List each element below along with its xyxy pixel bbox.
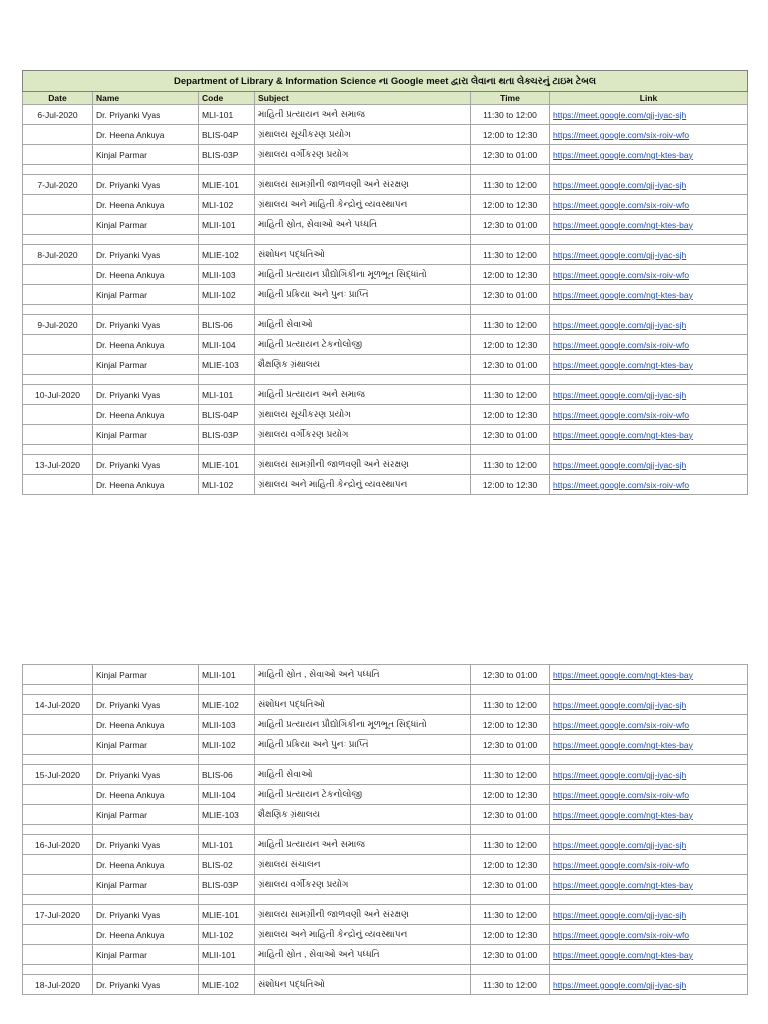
name-cell: Kinjal Parmar — [93, 945, 199, 965]
meet-link[interactable]: https://meet.google.com/ngt-ktes-bay — [550, 145, 748, 165]
table-row — [23, 475, 748, 495]
empty-cell — [471, 305, 550, 315]
table-row — [23, 925, 748, 945]
meet-link[interactable]: https://meet.google.com/qjj-iyac-sjh — [550, 695, 748, 715]
subject-cell: માહિતી પ્રક્રિયા અને પુનઃ પ્રાપ્તિ — [255, 285, 471, 305]
table-row — [23, 175, 748, 195]
meet-link[interactable]: https://meet.google.com/qjj-iyac-sjh — [550, 905, 748, 925]
empty-cell — [23, 375, 93, 385]
name-cell: Dr. Heena Ankuya — [93, 785, 199, 805]
date-cell — [23, 285, 93, 305]
meet-link[interactable]: https://meet.google.com/six-roiv-wfo — [550, 195, 748, 215]
time-cell: 12:30 to 01:00 — [471, 665, 550, 685]
name-cell: Dr. Heena Ankuya — [93, 335, 199, 355]
empty-cell — [23, 825, 93, 835]
subject-cell: ગ્રંથાલય સામગ્રીની જાળવણી અને સંરક્ષણ — [255, 455, 471, 475]
date-cell — [23, 875, 93, 895]
subject-cell: ગ્રંથાલય સૂચીકરણ પ્રયોગ — [255, 405, 471, 425]
empty-cell — [255, 305, 471, 315]
subject-cell: માહિતી પ્રત્યાયન ટેકનોલોજી — [255, 785, 471, 805]
empty-cell — [255, 825, 471, 835]
empty-cell — [255, 165, 471, 175]
empty-cell — [255, 755, 471, 765]
code-cell: MLII-101 — [199, 945, 255, 965]
empty-cell — [93, 895, 199, 905]
subject-cell: માહિતી સેવાઓ — [255, 765, 471, 785]
header-row — [23, 92, 748, 105]
meet-link[interactable]: https://meet.google.com/ngt-ktes-bay — [550, 285, 748, 305]
code-cell: MLI-101 — [199, 835, 255, 855]
code-cell: MLII-104 — [199, 785, 255, 805]
time-cell: 11:30 to 12:00 — [471, 695, 550, 715]
date-cell — [23, 925, 93, 945]
date-cell — [23, 945, 93, 965]
table-row — [23, 715, 748, 735]
empty-cell — [93, 305, 199, 315]
date-cell — [23, 405, 93, 425]
meet-link[interactable]: https://meet.google.com/ngt-ktes-bay — [550, 875, 748, 895]
code-cell: BLIS-03P — [199, 875, 255, 895]
meet-link[interactable]: https://meet.google.com/six-roiv-wfo — [550, 405, 748, 425]
empty-cell — [23, 755, 93, 765]
date-cell: 17-Jul-2020 — [23, 905, 93, 925]
date-cell: 6-Jul-2020 — [23, 105, 93, 125]
subject-cell: ગ્રંથાલય વર્ગીકરણ પ્રયોગ — [255, 145, 471, 165]
empty-cell — [199, 235, 255, 245]
spacer-row — [23, 755, 748, 765]
meet-link[interactable]: https://meet.google.com/six-roiv-wfo — [550, 265, 748, 285]
date-cell — [23, 125, 93, 145]
date-cell — [23, 735, 93, 755]
empty-cell — [199, 895, 255, 905]
subject-cell: ગ્રંથાલય વર્ગીકરણ પ્રયોગ — [255, 875, 471, 895]
time-cell: 12:30 to 01:00 — [471, 805, 550, 825]
empty-cell — [93, 445, 199, 455]
empty-cell — [471, 895, 550, 905]
meet-link[interactable]: https://meet.google.com/six-roiv-wfo — [550, 125, 748, 145]
spacer-row — [23, 965, 748, 975]
spacer-row — [23, 895, 748, 905]
code-cell: BLIS-04P — [199, 405, 255, 425]
table-title-row — [23, 71, 748, 92]
table-row — [23, 265, 748, 285]
empty-cell — [255, 375, 471, 385]
header-code: Code — [199, 92, 255, 105]
code-cell: MLII-103 — [199, 265, 255, 285]
date-cell — [23, 665, 93, 685]
empty-cell — [550, 965, 748, 975]
name-cell: Dr. Heena Ankuya — [93, 265, 199, 285]
subject-cell: ગ્રંથાલય સામગ્રીની જાળવણી અને સંરક્ષણ — [255, 175, 471, 195]
time-cell: 12:00 to 12:30 — [471, 195, 550, 215]
empty-cell — [550, 165, 748, 175]
header-link: Link — [550, 92, 748, 105]
time-cell: 12:30 to 01:00 — [471, 355, 550, 375]
empty-cell — [199, 685, 255, 695]
code-cell: MLI-102 — [199, 195, 255, 215]
spacer-row — [23, 825, 748, 835]
code-cell: MLIE-102 — [199, 695, 255, 715]
name-cell: Dr. Priyanki Vyas — [93, 905, 199, 925]
time-cell: 11:30 to 12:00 — [471, 835, 550, 855]
empty-cell — [550, 235, 748, 245]
subject-cell: ગ્રંથાલય અને માહિતી કેન્દ્રોનું વ્યવસ્થાપન — [255, 195, 471, 215]
time-cell: 12:30 to 01:00 — [471, 875, 550, 895]
table-row — [23, 315, 748, 335]
time-cell: 12:00 to 12:30 — [471, 405, 550, 425]
meet-link[interactable]: https://meet.google.com/qjj-iyac-sjh — [550, 105, 748, 125]
table-row — [23, 835, 748, 855]
spacer-row — [23, 235, 748, 245]
table-row — [23, 785, 748, 805]
time-cell: 12:00 to 12:30 — [471, 925, 550, 945]
empty-cell — [23, 445, 93, 455]
subject-cell: સંશોધન પદ્ધતિઓ — [255, 695, 471, 715]
table-title: Department of Library & Information Science ના Google meet દ્વારા લેવાના થતા લેક્ચરનું ટાઇમ ટેબલ — [23, 71, 748, 92]
name-cell: Dr. Heena Ankuya — [93, 125, 199, 145]
time-cell: 11:30 to 12:00 — [471, 905, 550, 925]
name-cell: Dr. Heena Ankuya — [93, 195, 199, 215]
empty-cell — [471, 235, 550, 245]
subject-cell: ગ્રંથાલય અને માહિતી કેન્દ્રોનું વ્યવસ્થાપન — [255, 475, 471, 495]
empty-cell — [23, 305, 93, 315]
code-cell: MLIE-102 — [199, 975, 255, 995]
name-cell: Kinjal Parmar — [93, 215, 199, 235]
timetable-page-1 — [22, 70, 748, 495]
spacer-row — [23, 445, 748, 455]
spacer-row — [23, 375, 748, 385]
time-cell: 12:30 to 01:00 — [471, 945, 550, 965]
empty-cell — [93, 755, 199, 765]
name-cell: Kinjal Parmar — [93, 665, 199, 685]
empty-cell — [471, 165, 550, 175]
meet-link[interactable]: https://meet.google.com/qjj-iyac-sjh — [550, 835, 748, 855]
subject-cell: માહિતી પ્રત્યાયન અને સમાજ — [255, 385, 471, 405]
name-cell: Dr. Heena Ankuya — [93, 405, 199, 425]
code-cell: MLII-102 — [199, 735, 255, 755]
time-cell: 11:30 to 12:00 — [471, 765, 550, 785]
date-cell — [23, 215, 93, 235]
name-cell: Dr. Heena Ankuya — [93, 855, 199, 875]
code-cell: MLII-102 — [199, 285, 255, 305]
meet-link[interactable]: https://meet.google.com/ngt-ktes-bay — [550, 665, 748, 685]
date-cell: 16-Jul-2020 — [23, 835, 93, 855]
date-cell: 10-Jul-2020 — [23, 385, 93, 405]
name-cell: Dr. Priyanki Vyas — [93, 975, 199, 995]
date-cell — [23, 805, 93, 825]
empty-cell — [255, 235, 471, 245]
empty-cell — [471, 825, 550, 835]
subject-cell: ગ્રંથાલય સંચાલન — [255, 855, 471, 875]
empty-cell — [93, 965, 199, 975]
time-cell: 11:30 to 12:00 — [471, 455, 550, 475]
spacer-row — [23, 165, 748, 175]
name-cell: Kinjal Parmar — [93, 285, 199, 305]
code-cell: MLI-102 — [199, 925, 255, 945]
table-row — [23, 355, 748, 375]
code-cell: MLIE-103 — [199, 805, 255, 825]
empty-cell — [23, 165, 93, 175]
table-row — [23, 215, 748, 235]
subject-cell: શૈક્ષણિક ગ્રંથાલય — [255, 805, 471, 825]
empty-cell — [471, 685, 550, 695]
time-cell: 12:00 to 12:30 — [471, 335, 550, 355]
time-cell: 11:30 to 12:00 — [471, 385, 550, 405]
empty-cell — [199, 305, 255, 315]
code-cell: MLI-102 — [199, 475, 255, 495]
meet-link[interactable]: https://meet.google.com/qjj-iyac-sjh — [550, 765, 748, 785]
table-row — [23, 195, 748, 215]
meet-link[interactable]: https://meet.google.com/six-roiv-wfo — [550, 785, 748, 805]
code-cell: MLI-101 — [199, 385, 255, 405]
name-cell: Dr. Heena Ankuya — [93, 475, 199, 495]
subject-cell: માહિતી પ્રત્યાયન પ્રૌદ્યોગિકીના મૂળભૂત સિદ્ધાંતો — [255, 265, 471, 285]
empty-cell — [93, 825, 199, 835]
name-cell: Dr. Priyanki Vyas — [93, 385, 199, 405]
date-cell: 7-Jul-2020 — [23, 175, 93, 195]
date-cell — [23, 355, 93, 375]
date-cell: 13-Jul-2020 — [23, 455, 93, 475]
table-row — [23, 765, 748, 785]
date-cell — [23, 425, 93, 445]
date-cell — [23, 145, 93, 165]
subject-cell: માહિતી સેવાઓ — [255, 315, 471, 335]
subject-cell: માહિતી સ્રોત, સેવાઓ અને પધ્ધતિ — [255, 215, 471, 235]
name-cell: Kinjal Parmar — [93, 355, 199, 375]
name-cell: Kinjal Parmar — [93, 145, 199, 165]
code-cell: MLI-101 — [199, 105, 255, 125]
time-cell: 11:30 to 12:00 — [471, 975, 550, 995]
date-cell — [23, 855, 93, 875]
subject-cell: સંશોધન પદ્ધતિઓ — [255, 245, 471, 265]
meet-link[interactable]: https://meet.google.com/six-roiv-wfo — [550, 715, 748, 735]
table-row — [23, 425, 748, 445]
meet-link[interactable]: https://meet.google.com/qjj-iyac-sjh — [550, 175, 748, 195]
code-cell: MLIE-102 — [199, 245, 255, 265]
date-cell: 8-Jul-2020 — [23, 245, 93, 265]
subject-cell: માહિતી સ્રોત , સેવાઓ અને પધ્ધતિ — [255, 945, 471, 965]
code-cell: MLII-104 — [199, 335, 255, 355]
empty-cell — [199, 165, 255, 175]
subject-cell: ગ્રંથાલય સામગ્રીની જાળવણી અને સંરક્ષણ — [255, 905, 471, 925]
date-cell: 18-Jul-2020 — [23, 975, 93, 995]
subject-cell: ગ્રંથાલય સૂચીકરણ પ્રયોગ — [255, 125, 471, 145]
code-cell: MLII-103 — [199, 715, 255, 735]
meet-link[interactable]: https://meet.google.com/six-roiv-wfo — [550, 925, 748, 945]
empty-cell — [93, 235, 199, 245]
empty-cell — [93, 165, 199, 175]
time-cell: 12:00 to 12:30 — [471, 125, 550, 145]
table-row — [23, 125, 748, 145]
table-row — [23, 805, 748, 825]
subject-cell: માહિતી પ્રત્યાયન પ્રૌદ્યોગિકીના મૂળભૂત સિદ્ધાંતો — [255, 715, 471, 735]
empty-cell — [199, 445, 255, 455]
meet-link[interactable]: https://meet.google.com/ngt-ktes-bay — [550, 805, 748, 825]
name-cell: Dr. Priyanki Vyas — [93, 175, 199, 195]
meet-link[interactable]: https://meet.google.com/ngt-ktes-bay — [550, 945, 748, 965]
empty-cell — [550, 895, 748, 905]
table-row — [23, 855, 748, 875]
empty-cell — [550, 305, 748, 315]
table-row — [23, 905, 748, 925]
name-cell: Dr. Priyanki Vyas — [93, 765, 199, 785]
code-cell: BLIS-03P — [199, 145, 255, 165]
empty-cell — [550, 375, 748, 385]
name-cell: Kinjal Parmar — [93, 805, 199, 825]
code-cell: BLIS-06 — [199, 315, 255, 335]
table-row — [23, 665, 748, 685]
table-row — [23, 695, 748, 715]
empty-cell — [199, 375, 255, 385]
table-row — [23, 975, 748, 995]
date-cell — [23, 265, 93, 285]
table-row — [23, 145, 748, 165]
date-cell: 9-Jul-2020 — [23, 315, 93, 335]
empty-cell — [550, 445, 748, 455]
table-row — [23, 455, 748, 475]
empty-cell — [471, 755, 550, 765]
code-cell: MLIE-101 — [199, 905, 255, 925]
name-cell: Dr. Priyanki Vyas — [93, 105, 199, 125]
code-cell: MLII-101 — [199, 215, 255, 235]
subject-cell: સંશોધન પદ્ધતિઓ — [255, 975, 471, 995]
subject-cell: માહિતી પ્રત્યાયન ટેકનોલોજી — [255, 335, 471, 355]
empty-cell — [255, 685, 471, 695]
name-cell: Dr. Priyanki Vyas — [93, 835, 199, 855]
spacer-row — [23, 685, 748, 695]
time-cell: 12:00 to 12:30 — [471, 265, 550, 285]
code-cell: MLIE-101 — [199, 455, 255, 475]
subject-cell: ગ્રંથાલય વર્ગીકરણ પ્રયોગ — [255, 425, 471, 445]
empty-cell — [93, 685, 199, 695]
timetable-page-2 — [22, 664, 748, 995]
time-cell: 11:30 to 12:00 — [471, 315, 550, 335]
meet-link[interactable]: https://meet.google.com/ngt-ktes-bay — [550, 425, 748, 445]
date-cell — [23, 195, 93, 215]
meet-link[interactable]: https://meet.google.com/six-roiv-wfo — [550, 475, 748, 495]
empty-cell — [471, 445, 550, 455]
code-cell: BLIS-06 — [199, 765, 255, 785]
subject-cell: માહિતી પ્રત્યાયન અને સમાજ — [255, 105, 471, 125]
table-row — [23, 335, 748, 355]
time-cell: 11:30 to 12:00 — [471, 105, 550, 125]
meet-link[interactable]: https://meet.google.com/qjj-iyac-sjh — [550, 975, 748, 995]
meet-link[interactable]: https://meet.google.com/six-roiv-wfo — [550, 335, 748, 355]
name-cell: Kinjal Parmar — [93, 735, 199, 755]
table-row — [23, 385, 748, 405]
empty-cell — [199, 965, 255, 975]
empty-cell — [550, 685, 748, 695]
date-cell — [23, 785, 93, 805]
empty-cell — [255, 965, 471, 975]
name-cell: Dr. Priyanki Vyas — [93, 455, 199, 475]
name-cell: Kinjal Parmar — [93, 875, 199, 895]
code-cell: BLIS-04P — [199, 125, 255, 145]
empty-cell — [93, 375, 199, 385]
code-cell: MLIE-103 — [199, 355, 255, 375]
table-row — [23, 945, 748, 965]
empty-cell — [23, 235, 93, 245]
meet-link[interactable]: https://meet.google.com/ngt-ktes-bay — [550, 355, 748, 375]
empty-cell — [550, 825, 748, 835]
meet-link[interactable]: https://meet.google.com/ngt-ktes-bay — [550, 215, 748, 235]
empty-cell — [471, 375, 550, 385]
date-cell — [23, 335, 93, 355]
time-cell: 12:30 to 01:00 — [471, 735, 550, 755]
time-cell: 12:00 to 12:30 — [471, 715, 550, 735]
date-cell: 14-Jul-2020 — [23, 695, 93, 715]
meet-link[interactable]: https://meet.google.com/ngt-ktes-bay — [550, 735, 748, 755]
empty-cell — [471, 965, 550, 975]
time-cell: 12:30 to 01:00 — [471, 215, 550, 235]
table-row — [23, 105, 748, 125]
table-row — [23, 285, 748, 305]
header-subject: Subject — [255, 92, 471, 105]
time-cell: 11:30 to 12:00 — [471, 175, 550, 195]
meet-link[interactable]: https://meet.google.com/qjj-iyac-sjh — [550, 455, 748, 475]
subject-cell: માહિતી સ્રોત , સેવાઓ અને પધ્ધતિ — [255, 665, 471, 685]
empty-cell — [199, 755, 255, 765]
empty-cell — [255, 445, 471, 455]
name-cell: Dr. Heena Ankuya — [93, 925, 199, 945]
name-cell: Dr. Priyanki Vyas — [93, 695, 199, 715]
meet-link[interactable]: https://meet.google.com/qjj-iyac-sjh — [550, 315, 748, 335]
date-cell — [23, 715, 93, 735]
name-cell: Dr. Priyanki Vyas — [93, 315, 199, 335]
time-cell: 12:00 to 12:30 — [471, 475, 550, 495]
empty-cell — [550, 755, 748, 765]
time-cell: 11:30 to 12:00 — [471, 245, 550, 265]
code-cell: BLIS-03P — [199, 425, 255, 445]
header-date: Date — [23, 92, 93, 105]
table-row — [23, 405, 748, 425]
meet-link[interactable]: https://meet.google.com/qjj-iyac-sjh — [550, 385, 748, 405]
subject-cell: ગ્રંથાલય અને માહિતી કેન્દ્રોનું વ્યવસ્થાપન — [255, 925, 471, 945]
meet-link[interactable]: https://meet.google.com/qjj-iyac-sjh — [550, 245, 748, 265]
header-time: Time — [471, 92, 550, 105]
table-row — [23, 875, 748, 895]
date-cell — [23, 475, 93, 495]
name-cell: Kinjal Parmar — [93, 425, 199, 445]
meet-link[interactable]: https://meet.google.com/six-roiv-wfo — [550, 855, 748, 875]
date-cell: 15-Jul-2020 — [23, 765, 93, 785]
time-cell: 12:30 to 01:00 — [471, 425, 550, 445]
header-name: Name — [93, 92, 199, 105]
subject-cell: માહિતી પ્રત્યાયન અને સમાજ — [255, 835, 471, 855]
time-cell: 12:30 to 01:00 — [471, 285, 550, 305]
code-cell: MLII-101 — [199, 665, 255, 685]
name-cell: Dr. Priyanki Vyas — [93, 245, 199, 265]
time-cell: 12:00 to 12:30 — [471, 855, 550, 875]
empty-cell — [199, 825, 255, 835]
table-row — [23, 245, 748, 265]
empty-cell — [255, 895, 471, 905]
time-cell: 12:00 to 12:30 — [471, 785, 550, 805]
subject-cell: માહિતી પ્રક્રિયા અને પુનઃ પ્રાપ્તિ — [255, 735, 471, 755]
name-cell: Dr. Heena Ankuya — [93, 715, 199, 735]
empty-cell — [23, 965, 93, 975]
empty-cell — [23, 685, 93, 695]
empty-cell — [23, 895, 93, 905]
table-row — [23, 735, 748, 755]
subject-cell: શૈક્ષણિક ગ્રંથાલય — [255, 355, 471, 375]
time-cell: 12:30 to 01:00 — [471, 145, 550, 165]
code-cell: BLIS-02 — [199, 855, 255, 875]
spacer-row — [23, 305, 748, 315]
code-cell: MLIE-101 — [199, 175, 255, 195]
